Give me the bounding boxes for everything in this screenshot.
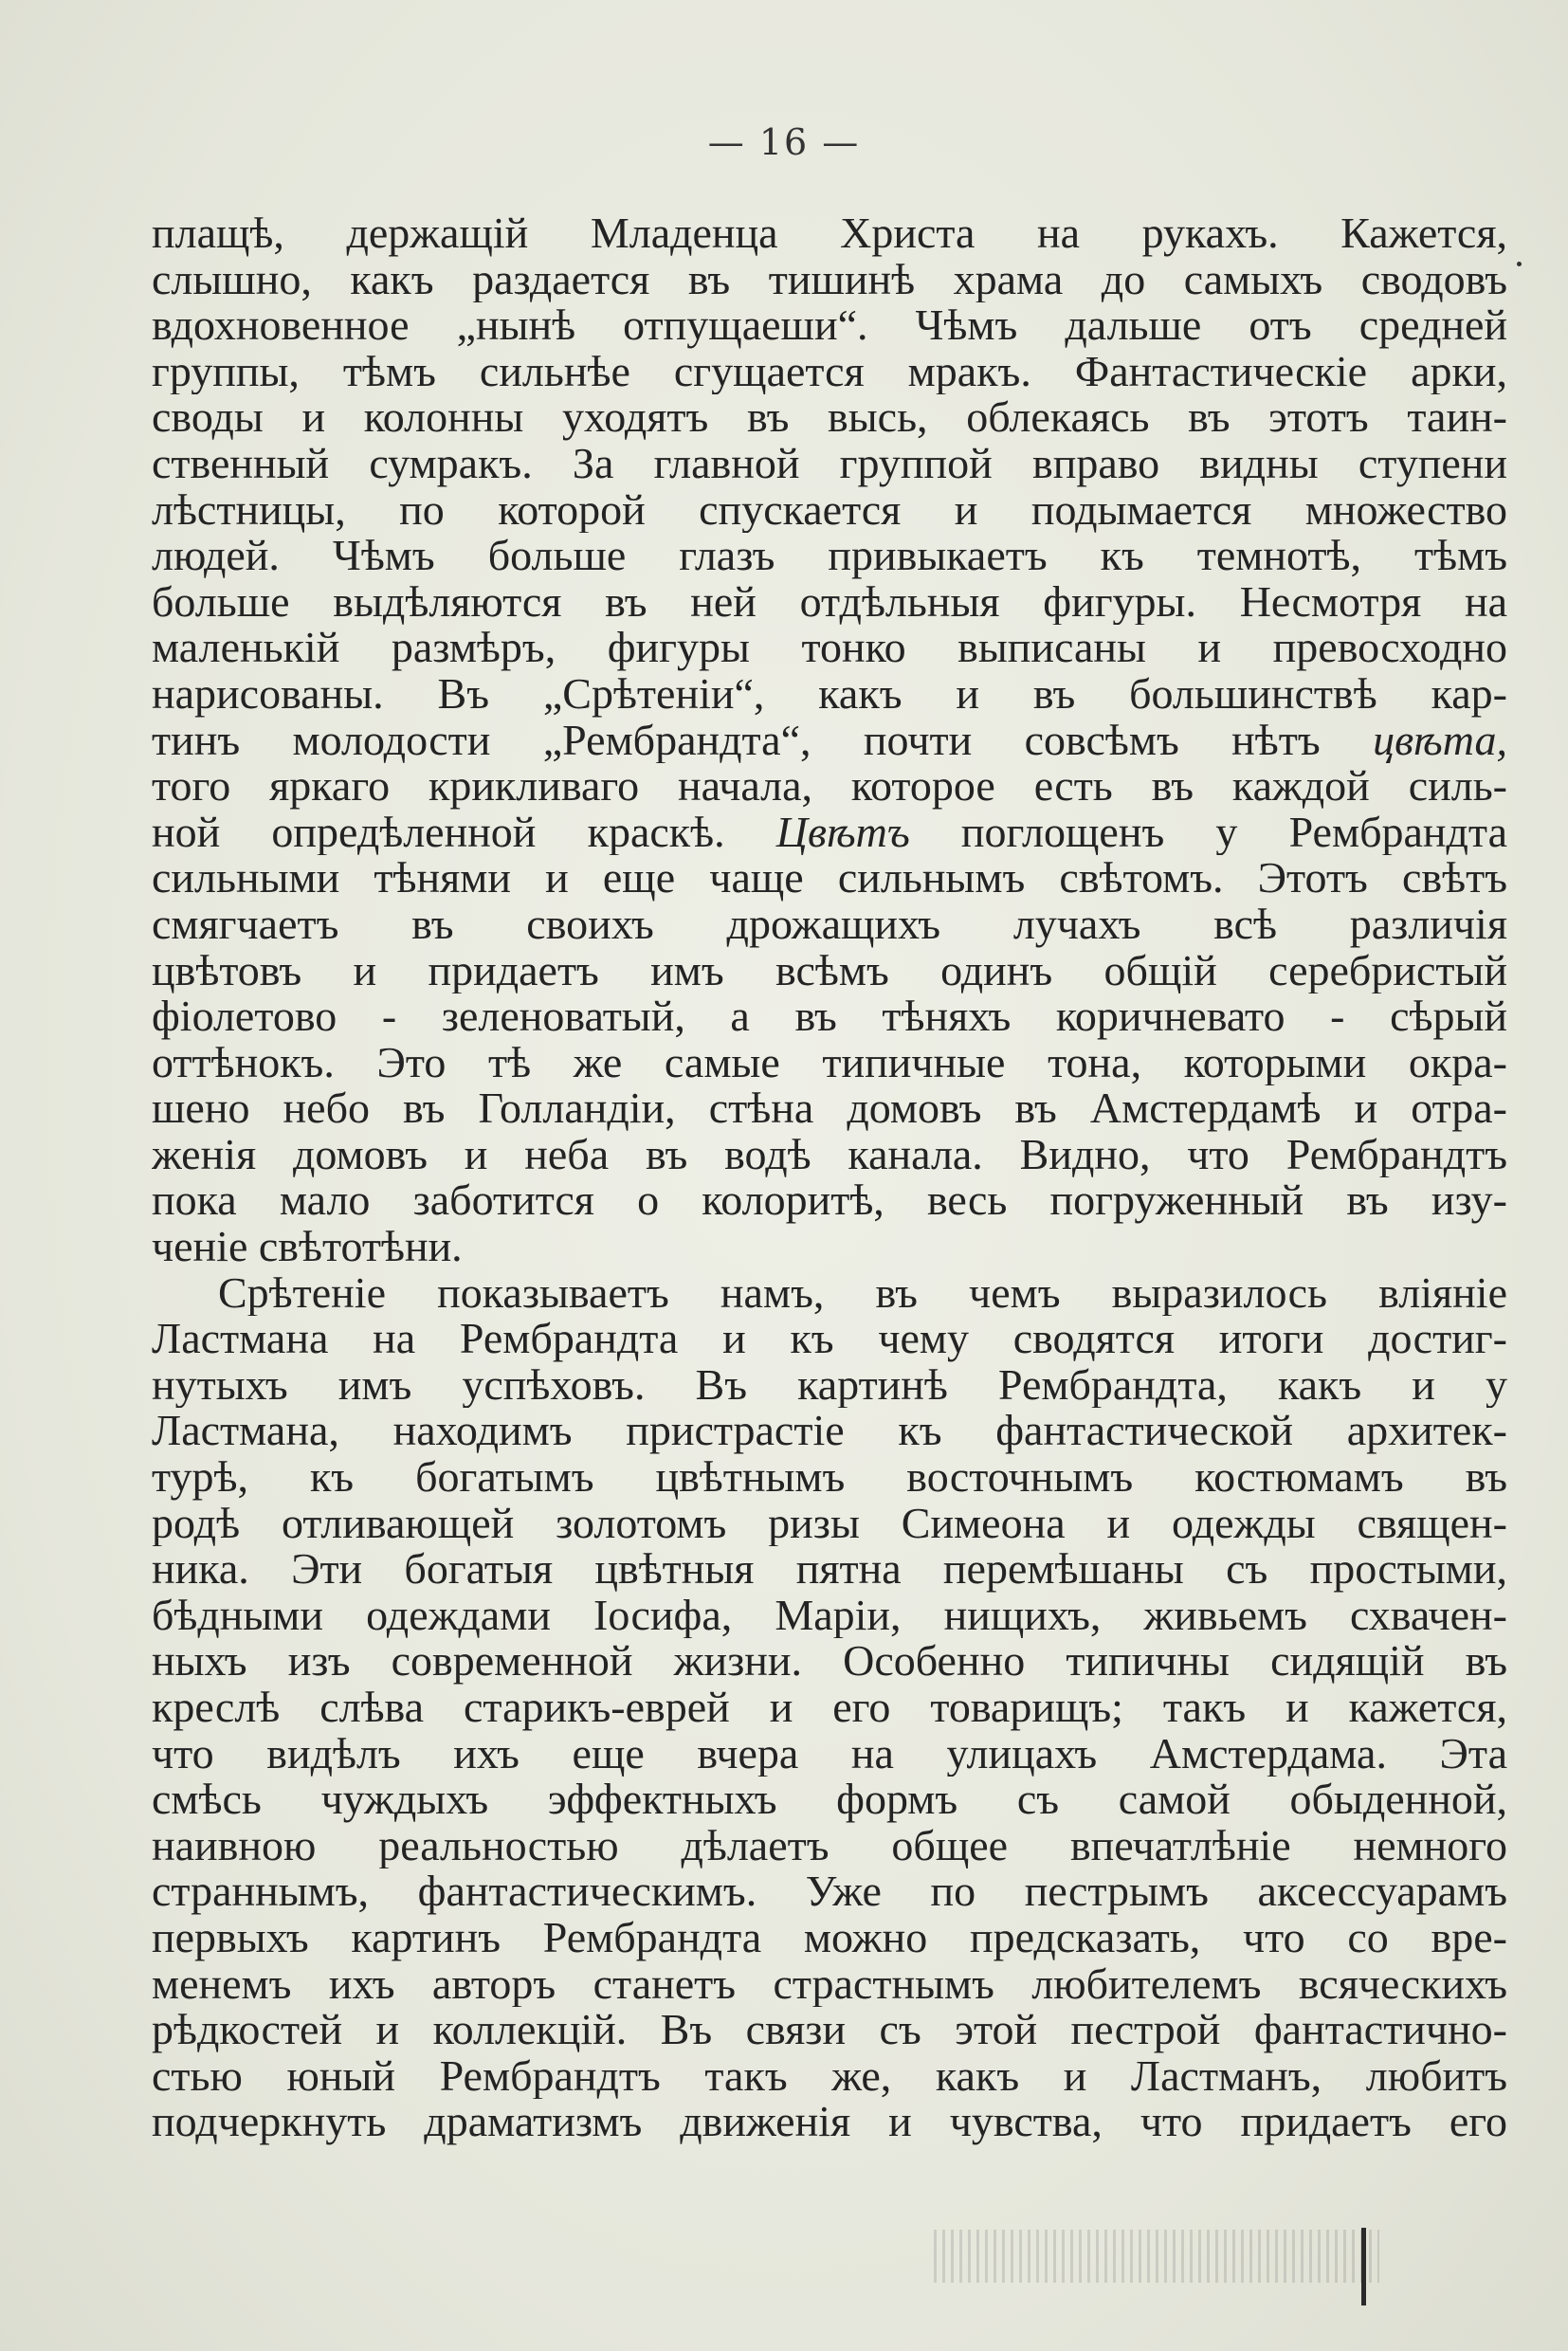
text-line: лѣстницы, по которой спускается и подымается множество xyxy=(152,486,1507,534)
text-line: бѣдными одеждами Іосифа, Маріи, нищихъ, живьемъ схвачен- xyxy=(152,1592,1507,1639)
text-line: ника. Эти богатыя цвѣтныя пятна перемѣшаны съ простыми, xyxy=(152,1546,1507,1593)
text-line-with-italic xyxy=(152,810,1507,856)
margin-mark xyxy=(1517,262,1522,266)
text-line: что видѣлъ ихъ еще вчера на улицахъ Амстердама. Эта xyxy=(152,1730,1507,1777)
text-line: сильными тѣнями и еще чаще сильнымъ свѣтомъ. Этотъ свѣтъ xyxy=(152,855,1507,902)
ink-smudge xyxy=(934,2230,1379,2283)
text-line: больше выдѣляются въ ней отдѣльныя фигуры. Несмотря на xyxy=(152,578,1507,626)
text-line: фіолетово - зеленоватый, а въ тѣняхъ коричневато - сѣрый xyxy=(152,993,1507,1040)
text-line: цвѣтовъ и придаетъ имъ всѣмъ одинъ общій серебристый xyxy=(152,947,1507,994)
text-line: страннымъ, фантастическимъ. Уже по пестрымъ аксессуарамъ xyxy=(152,1868,1507,1915)
text-line: Срѣтеніе показываетъ намъ, въ чемъ выразилось вліяніе xyxy=(218,1269,1507,1317)
text-line: смѣсь чуждыхъ эффектныхъ формъ съ самой обыденной, xyxy=(152,1777,1507,1823)
text-line: оттѣнокъ. Это тѣ же самые типичные тона, которыми окра- xyxy=(152,1039,1507,1086)
text-line: вдохновенное „нынѣ отпущаеши“. Чѣмъ дальше отъ средней xyxy=(152,302,1507,349)
text-line-with-italic xyxy=(152,718,1507,764)
text-line: группы, тѣмъ сильнѣе сгущается мракъ. Фантастическіе арки, xyxy=(152,348,1507,395)
italic-word: Цвѣтъ xyxy=(775,809,910,856)
text-line: родѣ отливающей золотомъ ризы Симеона и одежды священ- xyxy=(152,1500,1507,1547)
text-line: Ластмана, находимъ пристрастіе къ фантастической архитек- xyxy=(152,1408,1507,1455)
text-line: стью юный Рембрандтъ такъ же, какъ и Ластманъ, любитъ xyxy=(152,2052,1507,2100)
text-line: подчеркнуть драматизмъ движенія и чувства, что придаетъ его xyxy=(152,2099,1507,2145)
text-line: турѣ, къ богатымъ цвѣтнымъ восточнымъ костюмамъ въ xyxy=(152,1454,1507,1501)
italic-word: цвѣта, xyxy=(1373,717,1507,764)
text-line: ныхъ изъ современной жизни. Особенно типичны сидящій въ xyxy=(152,1638,1507,1685)
text-line: ченіе свѣтотѣни. xyxy=(152,1224,463,1270)
text-line: маленькій размѣръ, фигуры тонко выписаны и превосходно xyxy=(152,625,1507,671)
text-line: менемъ ихъ авторъ станетъ страстнымъ любителемъ всяческихъ xyxy=(152,1960,1507,2008)
text-line: людей. Чѣмъ больше глазъ привыкаетъ къ темнотѣ, тѣмъ xyxy=(152,533,1507,579)
text-line: своды и колонны уходятъ въ высь, облекаясь въ этотъ таин- xyxy=(152,394,1507,441)
text-segment: поглощенъ у Рембрандта xyxy=(909,809,1507,856)
text-line: нутыхъ имъ успѣховъ. Въ картинѣ Рембрандта, какъ и у xyxy=(152,1361,1507,1409)
text-line: слышно, какъ раздается въ тишинѣ храма до самыхъ сводовъ xyxy=(152,256,1507,303)
text-line: ственный сумракъ. За главной группой вправо видны ступени xyxy=(152,440,1507,487)
body-text xyxy=(152,210,1507,2145)
text-line: первыхъ картинъ Рембрандта можно предсказать, что со вре- xyxy=(152,1914,1507,1961)
text-line: Ластмана на Рембрандта и къ чему сводятся итоги достиг- xyxy=(152,1316,1507,1362)
text-line: того яркаго крикливаго начала, которое есть въ каждой силь- xyxy=(152,763,1507,810)
text-line: смягчаетъ въ своихъ дрожащихъ лучахъ всѣ различія xyxy=(152,901,1507,948)
text-line: нарисованы. Въ „Срѣтеніи“, какъ и въ большинствѣ кар- xyxy=(152,670,1507,718)
text-line: пока мало заботится о колоритѣ, весь погруженный въ изу- xyxy=(152,1177,1507,1225)
text-line: рѣдкостей и коллекцій. Въ связи съ этой пестрой фантастично- xyxy=(152,2007,1507,2053)
text-line: наивною реальностью дѣлаетъ общее впечатлѣніе немного xyxy=(152,1822,1507,1869)
text-segment: тинъ молодости „Рембрандта“, почти совсѣмъ нѣтъ xyxy=(152,717,1374,764)
text-line: креслѣ слѣва старикъ-еврей и его товарищъ; такъ и кажется, xyxy=(152,1685,1507,1731)
text-segment: ной опредѣленной краскѣ. xyxy=(152,809,776,856)
text-line: плащѣ, держащій Младенца Христа на рукахъ. Кажется, xyxy=(152,210,1507,257)
text-line: женія домовъ и неба въ водѣ канала. Видно, что Рембрандтъ xyxy=(152,1131,1507,1178)
text-line: шено небо въ Голландіи, стѣна домовъ въ Амстердамѣ и отра- xyxy=(152,1085,1507,1132)
ink-mark xyxy=(1361,2228,1366,2305)
page-number: — 16 — xyxy=(707,121,861,163)
